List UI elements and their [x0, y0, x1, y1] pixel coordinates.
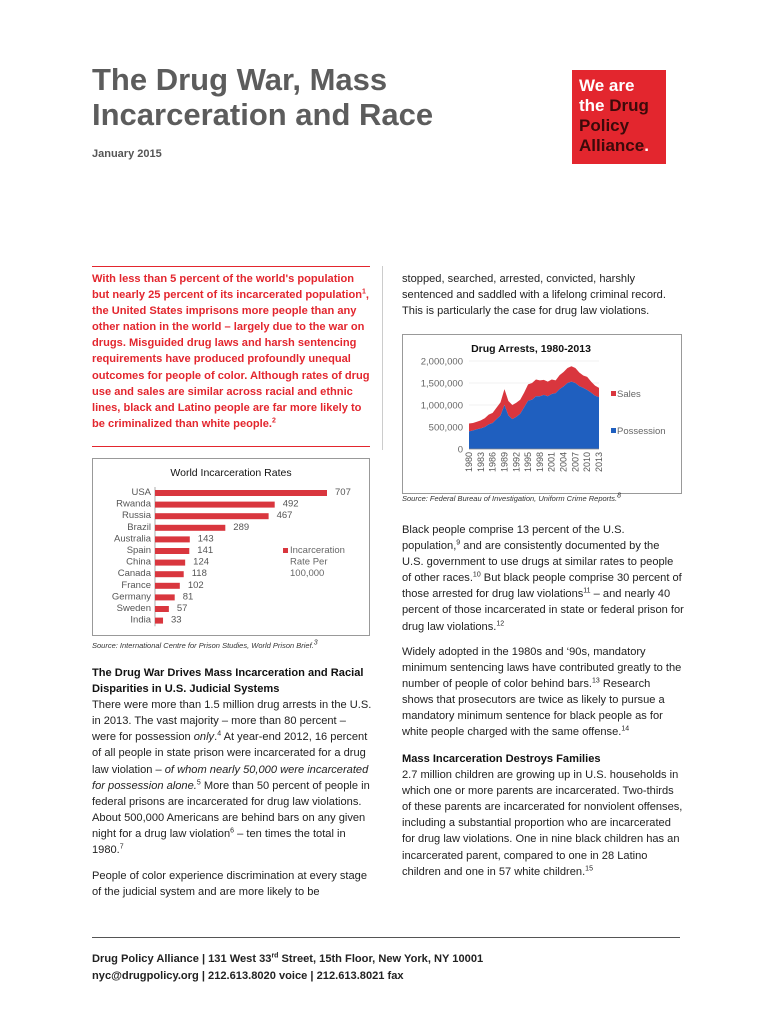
para-text: But black people comprise 30 percent of those arrested for drug law violations: [402, 572, 682, 601]
category-label: Russia: [121, 510, 151, 522]
para-text: – and nearly 40 percent of those incarcerated in state or federal prison for drug law violations.: [402, 588, 684, 633]
legend-swatch-sales: [611, 391, 616, 396]
right-section-families: [402, 751, 684, 880]
footnote-ref: 5: [196, 778, 201, 786]
footer-rule: [92, 937, 680, 938]
x-tick-label: 1986: [487, 452, 498, 473]
lead-text-2: , the United States imprisons more people than any other nation in the world – largely due to the war on drugs. Misguided drug laws and harsh sentencing requirements have produced profoundly unequal outcomes for people of color. Although rates of drug use and sales are similar across racial and ethnic lines, black and Latino people are far more likely to be criminalized than white people.: [92, 289, 370, 430]
legend-label: Sales: [617, 389, 641, 400]
chart-title: Drug Arrests, 1980-2013: [471, 343, 591, 355]
y-tick-label: 1,000,000: [420, 400, 463, 412]
title-line-1: The Drug War, Mass: [92, 62, 388, 97]
dpa-logo: [572, 70, 666, 164]
para-italic: only: [193, 731, 215, 744]
incarceration-chart: [92, 458, 370, 636]
legend-label: Possession: [617, 426, 666, 437]
x-tick-label: 2010: [582, 452, 593, 473]
x-tick-label: 1995: [523, 452, 534, 473]
lead-text-1: With less than 5 percent of the world's population but nearly 25 percent of its incarcerated population: [92, 273, 363, 302]
value-label: 141: [197, 545, 214, 556]
category-label: China: [126, 556, 151, 568]
lead-bottom-rule: [92, 446, 370, 447]
x-tick-label: 1992: [511, 452, 522, 473]
value-label: 467: [276, 510, 293, 522]
value-label: 707: [335, 487, 351, 498]
right-paragraph-1: [402, 522, 684, 635]
para: [402, 767, 684, 880]
category-label: Rwanda: [116, 498, 151, 510]
logo-dot: .: [644, 136, 649, 155]
footnote-ref: 15: [585, 864, 593, 872]
value-label: 289: [233, 521, 250, 533]
bar: [155, 513, 269, 519]
value-label: 492: [282, 498, 299, 510]
legend-label: Rate Per: [290, 556, 328, 568]
footnote-ref: 13: [591, 677, 600, 685]
x-tick-label: 2013: [594, 452, 604, 473]
x-tick-label: 1980: [464, 452, 474, 473]
value-label: 124: [193, 556, 210, 568]
bar: [155, 536, 190, 542]
x-tick-label: 1998: [534, 452, 545, 473]
para: [402, 644, 684, 741]
footnote-ref: 7: [119, 843, 124, 851]
logo-the: the: [579, 96, 610, 115]
para-text: More than 50 percent of people in federal prisons are incarcerated for drug law violations. About 500,000 Americans are behind bars on any given night for a drug law violation: [92, 779, 370, 840]
x-tick-label: 1989: [499, 452, 510, 473]
para-italic: of whom nearly 50,000 were incarcerated for possession alone.: [92, 763, 369, 792]
incarceration-chart-svg: [93, 459, 369, 635]
legend-swatch: [283, 548, 288, 553]
drug-arrests-chart-svg: [403, 335, 681, 493]
bar: [155, 618, 163, 624]
right-intro: [402, 271, 684, 319]
footnote-ref: 11: [583, 587, 591, 595]
footer-contact: nyc@drugpolicy.org | 212.613.8020 voice | 212.613.8021 fax: [92, 970, 404, 982]
value-label: 81: [182, 591, 194, 603]
logo-line-4: [579, 136, 659, 156]
footnote-ref: 4: [217, 730, 222, 738]
section-paragraph: There were more than 1.5 million drug arrests in the U.S. in 2013. The vast majority – more than 80 percent – were for possession only.$^4$ At year-end 2012, 16 percent of all people in state prison were incarcerated for a drug law violation – of whom nearly 50,000 were incarcerated for possession alone.$^5$ More than 50 percent of people in federal prisons are incarcerated for drug law violations. About 500,000 Americans are behind bars on any given night for a drug law violation$^6$ – ten times the total in 1980.$^7$: [92, 699, 372, 857]
bar: [155, 571, 184, 577]
bar: [155, 594, 175, 600]
logo-line-3: Policy: [579, 116, 630, 135]
para-text: At year-end 2012, 16 percent of all people in state prison were incarcerated for a drug law violation –: [92, 731, 368, 776]
category-label: Germany: [111, 591, 151, 603]
para-text: Research shows that prosecutors are twice as likely to pursue a mandatory minimum sentence for black people as for white people charged with the same offense.: [402, 678, 665, 739]
category-label: Canada: [117, 568, 151, 580]
source-text: Source: Federal Bureau of Investigation, Uniform Crime Reports.: [402, 494, 618, 503]
bar: [155, 606, 169, 612]
logo-line-1: We are: [579, 76, 635, 95]
logo-alliance: Alliance: [579, 136, 645, 155]
x-tick-label: 2004: [558, 452, 569, 473]
left-paragraph-2: [92, 868, 372, 900]
section-heading: The Drug War Drives Mass Incarceration and Racial Disparities in U.S. Judicial Systems: [92, 667, 364, 696]
category-label: Australia: [114, 533, 151, 545]
lead-paragraph: [92, 271, 374, 432]
footnote-ref: 10: [472, 571, 481, 579]
chart1-source: [92, 641, 318, 650]
page-title: [92, 62, 492, 132]
value-label: 57: [176, 603, 188, 614]
para-text: 2.7 million children are growing up in U.S. households in which one or more parents are incarcerated. Two-thirds of these parents are incarcerated for nonviolent offenses, including a substantial proportion who are incarcerated for drug law violations. One in nine black children has an incarcerated parent, compared to one in 28 Latino children and one in 57 white children.: [402, 769, 683, 878]
footnote-ref: 12: [496, 619, 505, 627]
footer-text: Street, 15th Floor, New York, NY 10001: [278, 953, 484, 965]
drug-arrests-chart: [402, 334, 682, 494]
para-text: and are consistently documented by the U.S. government to use drugs at similar rates to people of other races.: [402, 540, 674, 585]
category-label: Sweden: [116, 603, 151, 614]
chart2-source: [402, 494, 621, 503]
x-tick-label: 2001: [546, 452, 557, 473]
para-text: There were more than 1.5 million drug arrests in the U.S. in 2013. The vast majority – more than 80 percent – were for possession: [92, 699, 372, 744]
footnote-ref: 2: [272, 417, 276, 425]
bar: [155, 548, 189, 554]
category-label: Spain: [126, 545, 151, 556]
bar: [155, 490, 327, 496]
legend-swatch-possession: [611, 428, 616, 433]
footer: [92, 951, 483, 985]
source-text: Source: International Centre for Prison Studies, World Prison Brief.: [92, 641, 314, 650]
logo-line-2: [579, 96, 659, 116]
y-tick-label: 500,000: [428, 422, 463, 434]
x-tick-label: 1983: [475, 452, 486, 473]
legend-label: Incarceration: [290, 545, 345, 556]
footnote-ref: 6: [230, 827, 235, 835]
category-label: France: [121, 579, 151, 591]
lead-top-rule: [92, 266, 370, 267]
y-tick-label: 2,000,000: [420, 356, 463, 368]
footer-text: Drug Policy Alliance | 131 West 33: [92, 953, 272, 965]
footnote-ref: 1: [362, 288, 366, 296]
value-label: 118: [191, 568, 207, 580]
value-label: 102: [187, 579, 204, 591]
column-divider: [382, 266, 383, 450]
left-section: [92, 665, 372, 858]
right-paragraph-2: [402, 644, 684, 741]
legend-label: 100,000: [290, 568, 325, 579]
title-line-2: Incarceration and Race: [92, 97, 434, 132]
logo-drug: Drug: [609, 96, 649, 115]
footnote-ref: 14: [621, 725, 630, 733]
footer-sup: rd: [271, 952, 279, 960]
footnote-ref: 8: [617, 492, 622, 500]
value-label: 33: [171, 614, 182, 626]
bar: [155, 583, 180, 589]
para-text: People of color experience discrimination at every stage of the judicial system and are more likely to be: [92, 870, 368, 899]
bar: [155, 560, 185, 566]
publication-date: January 2015: [92, 148, 162, 160]
footer-address: [92, 951, 483, 968]
y-tick-label: 1,500,000: [420, 378, 463, 390]
para-text: stopped, searched, arrested, convicted, harshly sentenced and saddled with a lifelong criminal record. This is particularly the case for drug law violations.: [402, 273, 666, 318]
para: [402, 522, 684, 635]
category-label: India: [130, 614, 151, 626]
category-label: Brazil: [127, 521, 151, 533]
category-label: USA: [131, 487, 151, 498]
bar: [155, 502, 275, 508]
para-text: – ten times the total in 1980.: [92, 827, 346, 857]
para-text: Widely adopted in the 1980s and ‘90s, mandatory minimum sentencing laws have contributed greatly to the number of people of color behind bars.: [402, 646, 682, 691]
footnote-ref: 9: [456, 539, 461, 547]
y-tick-label: 0: [457, 444, 463, 456]
x-tick-label: 2007: [570, 452, 581, 473]
chart-title: World Incarceration Rates: [170, 467, 292, 479]
footnote-ref: 3: [313, 639, 318, 647]
para-text: Black people comprise 13 percent of the U.S. population,: [402, 524, 625, 553]
section-heading: Mass Incarceration Destroys Families: [402, 753, 601, 765]
bar: [155, 525, 225, 531]
value-label: 143: [197, 533, 214, 545]
